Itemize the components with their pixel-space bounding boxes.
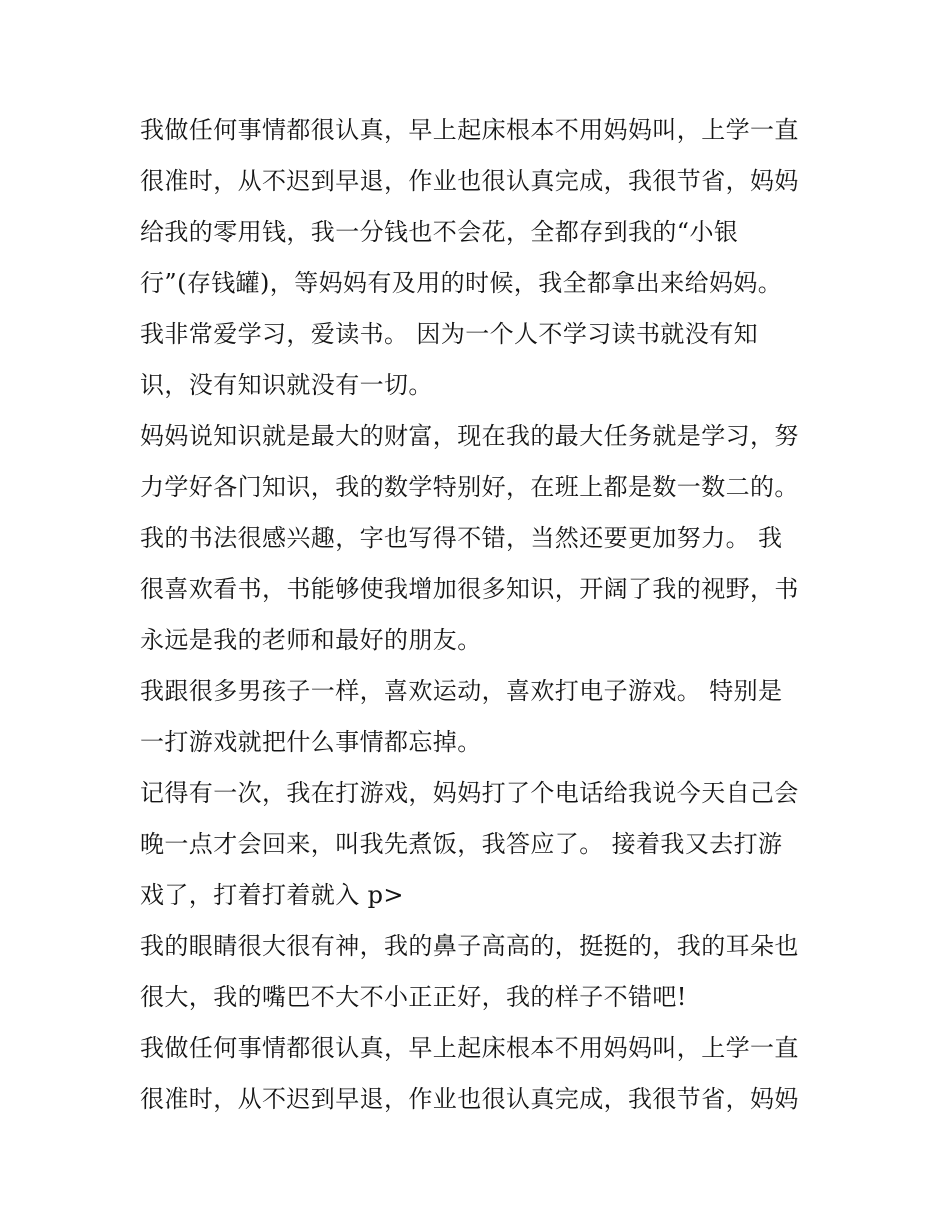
text-line: 很大，我的嘴巴不大不小正正好，我的样子不错吧! <box>140 983 687 1011</box>
text-line: 我做任何事情都很认真，早上起床根本不用妈妈叫，上学一直 <box>140 1034 799 1062</box>
text-line: 我的书法很感兴趣，字也写得不错，当然还要更加努力。 我 <box>140 524 783 552</box>
text-line: 我非常爱学习，爱读书。 因为一个人不学习读书就没有知 <box>140 320 759 348</box>
text-line: 记得有一次，我在打游戏，妈妈打了个电话给我说今天自己会 <box>140 779 799 807</box>
text-line: 识，没有知识就没有一切。 <box>140 371 433 399</box>
text-line: 一打游戏就把什么事情都忘掉。 <box>140 728 482 756</box>
essay-text-body <box>140 105 820 1125</box>
text-line: 我的眼睛很大很有神，我的鼻子高高的，挺挺的，我的耳朵也 <box>140 932 799 960</box>
text-line: 永远是我的老师和最好的朋友。 <box>140 626 482 654</box>
text-line: 我做任何事情都很认真，早上起床根本不用妈妈叫，上学一直 <box>140 116 799 144</box>
text-line: 很准时，从不迟到早退，作业也很认真完成，我很节省，妈妈 <box>140 167 799 195</box>
text-line: 我跟很多男孩子一样，喜欢运动，喜欢打电子游戏。 特别是 <box>140 677 783 705</box>
text-line: 戏了，打着打着就入 p> <box>140 881 404 909</box>
text-line: 行”(存钱罐)，等妈妈有及用的时候，我全都拿出来给妈妈。 <box>140 269 783 297</box>
text-line: 给我的零用钱，我一分钱也不会花，全都存到我的“小银 <box>140 218 739 246</box>
text-line: 力学好各门知识，我的数学特别好，在班上都是数一数二的。 <box>140 473 799 501</box>
text-line: 妈妈说知识就是最大的财富，现在我的最大任务就是学习，努 <box>140 422 799 450</box>
text-line: 很准时，从不迟到早退，作业也很认真完成，我很节省，妈妈 <box>140 1085 799 1113</box>
text-line: 很喜欢看书，书能够使我增加很多知识，开阔了我的视野，书 <box>140 575 799 603</box>
text-line: 晚一点才会回来，叫我先煮饭，我答应了。 接着我又去打游 <box>140 830 783 858</box>
